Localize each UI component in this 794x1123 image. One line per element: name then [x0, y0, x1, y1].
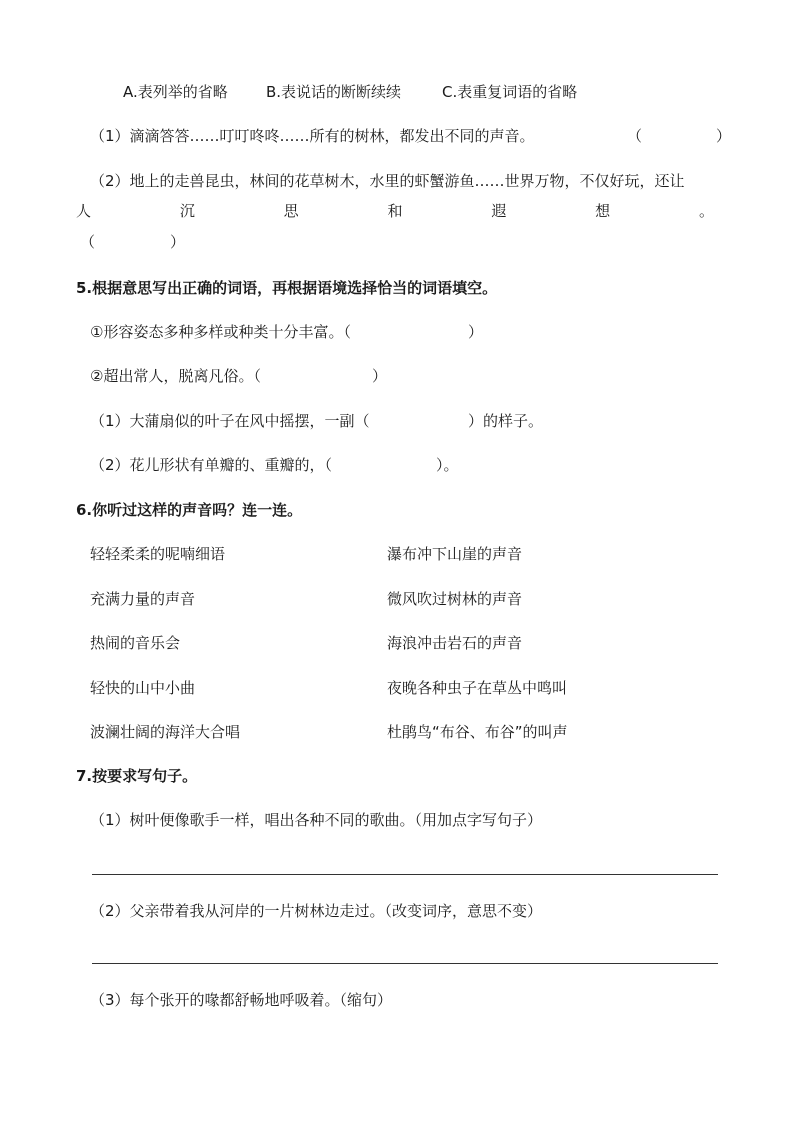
q5-fill1-before: （1）大蒲扇似的叶子在风中摇摆，一副（	[90, 412, 370, 430]
option-b: B.表说话的断断续续	[266, 83, 402, 101]
q7-item2-answer-line[interactable]	[92, 963, 718, 964]
option-c: C.表重复词语的省略	[442, 83, 578, 101]
q4-item2-answer-blank[interactable]	[98, 232, 166, 252]
q7-item3: （3）每个张开的喙都舒畅地呼吸着。（缩句）	[90, 991, 393, 1009]
q6-right-item[interactable]: 杜鹃鸟“布谷、布谷”的叫声	[387, 723, 568, 741]
q6-left-item[interactable]: 波澜壮阔的海洋大合唱	[90, 723, 241, 741]
q6-right-item[interactable]: 瀑布冲下山崖的声音	[387, 545, 523, 563]
q5-def1-close-paren: ）	[468, 323, 484, 341]
q5-title: 5.根据意思写出正确的词语，再根据语境选择恰当的词语填空。	[76, 279, 498, 297]
q4-item2-close-paren: ）	[170, 233, 186, 251]
q5-def2-answer-blank[interactable]	[288, 366, 368, 386]
option-a: A.表列举的省略	[123, 83, 228, 101]
q6-left-item[interactable]: 充满力量的声音	[90, 590, 196, 608]
q4-item1-text: （1）滴滴答答……叮叮咚咚……所有的树林，都发出不同的声音。	[90, 127, 535, 145]
q5-fill2-after: ）。	[436, 456, 459, 474]
q5-def1-answer-blank[interactable]	[382, 322, 464, 342]
q4-item1-close-paren: ）	[716, 127, 732, 145]
q5-def2-text: ②超出常人，脱离凡俗。（	[90, 367, 261, 385]
q6-right-item[interactable]: 海浪冲击岩石的声音	[387, 634, 523, 652]
q7-item2: （2）父亲带着我从河岸的一片树林边走过。（改变词序，意思不变）	[90, 902, 543, 920]
q5-def1-text: ①形容姿态多种多样或种类十分丰富。（	[90, 323, 351, 341]
q7-title: 7.按要求写句子。	[76, 767, 198, 785]
q4-item2-char: 遐	[491, 202, 507, 220]
q5-fill1-after: ）的样子。	[468, 412, 544, 430]
q7-item1-answer-line[interactable]	[92, 874, 718, 875]
q6-left-item[interactable]: 轻轻柔柔的呢喃细语	[90, 545, 226, 563]
q4-item2-char: 想	[595, 202, 611, 220]
q4-item2-line2	[76, 201, 714, 221]
q4-item1-answer-blank[interactable]	[645, 126, 713, 146]
q5-fill1-answer-blank[interactable]	[382, 411, 466, 431]
q4-item2-char: 和	[387, 202, 403, 220]
q6-left-item[interactable]: 热闹的音乐会	[90, 634, 181, 652]
q4-item2-open-paren: （	[80, 233, 96, 251]
q4-item1-open-paren: （	[627, 127, 643, 145]
q5-fill2-before: （2）花儿形状有单瓣的、重瓣的，（	[90, 456, 333, 474]
q6-right-item[interactable]: 微风吹过树林的声音	[387, 590, 523, 608]
q4-item2-char: 思	[283, 202, 299, 220]
q6-right-item[interactable]: 夜晚各种虫子在草丛中鸣叫	[387, 679, 568, 697]
q4-item2-line1: （2）地上的走兽昆虫，林间的花草树木，水里的虾蟹游鱼……世界万物，不仅好玩，还让	[90, 172, 685, 190]
q4-item2-char: 。	[698, 202, 714, 220]
q5-fill2-answer-blank[interactable]	[352, 455, 434, 475]
q6-left-item[interactable]: 轻快的山中小曲	[90, 679, 196, 697]
q5-def2-close-paren: ）	[372, 367, 388, 385]
q7-item1: （1）树叶便像歌手一样，唱出各种不同的歌曲。（用加点字写句子）	[90, 811, 543, 829]
q4-item2-char: 沉	[179, 202, 195, 220]
q6-title: 6.你听过这样的声音吗？连一连。	[76, 501, 303, 519]
q4-item2-char: 人	[76, 202, 92, 220]
